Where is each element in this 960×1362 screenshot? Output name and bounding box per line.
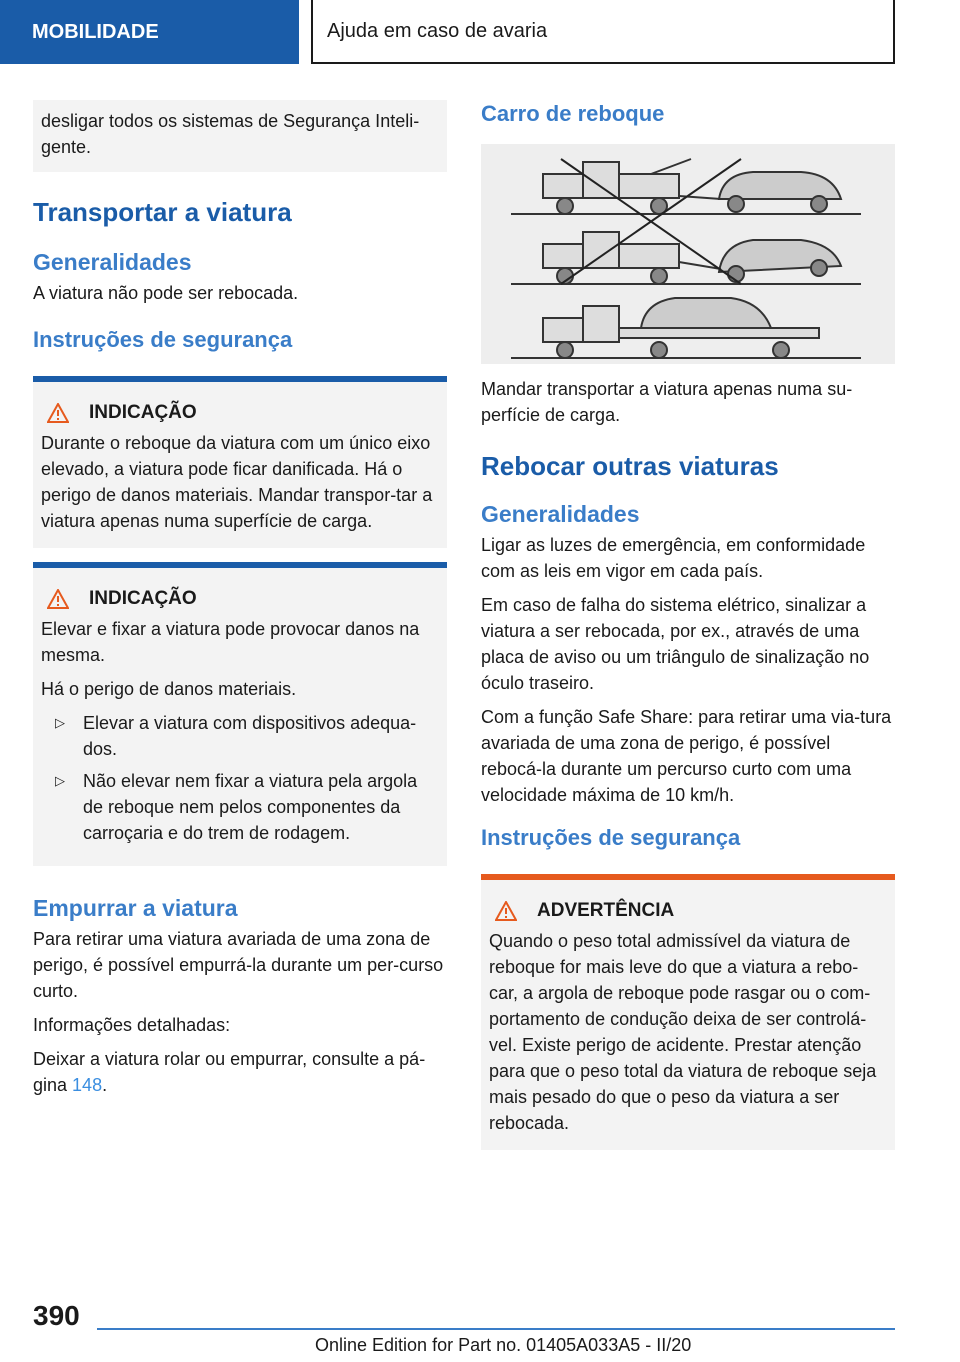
note-2-list <box>41 710 439 846</box>
note-2-text-1: Elevar e fixar a viatura pode provocar danos na mesma. <box>41 619 420 665</box>
flatbed-truck <box>543 298 819 358</box>
heading-safety-right: Instruções de segurança <box>481 825 741 850</box>
warning-box <box>481 874 895 1150</box>
intro-box <box>33 100 447 172</box>
heading-safety: Instruções de segurança <box>33 327 293 352</box>
note-box-1 <box>33 376 447 548</box>
roll-text <box>33 1046 447 1098</box>
header-chapter-label: Ajuda em caso de avaria <box>327 19 548 42</box>
heading-generalities: Generalidades <box>33 249 192 275</box>
figure-caption: Mandar transportar a viatura apenas numa su-perfície de carga. <box>481 379 853 425</box>
roll-text-body: Deixar a viatura rolar ou empurrar, consulte a pá-gina <box>33 1049 426 1095</box>
page-link[interactable]: 148 <box>72 1075 103 1095</box>
note-1-title: INDICAÇÃO <box>89 402 197 423</box>
generalities-text: A viatura não pode ser rebocada. <box>33 283 299 303</box>
roll-text-end: . <box>102 1075 108 1095</box>
header-chapter-title <box>311 0 895 64</box>
tow-text-1: Ligar as luzes de emergência, em conformidade com as leis em vigor em cada país. <box>481 535 866 581</box>
tow-truck-top <box>543 159 841 214</box>
note-1-text: Durante o reboque da viatura com um único eixo elevado, a viatura pode ficar danificada. Há o perigo de danos materiais. Mandar transpor-tar a viatura apenas numa superfície de carga. <box>41 433 433 531</box>
note-2-title: INDICAÇÃO <box>89 588 197 609</box>
note-box-2 <box>33 562 447 866</box>
header-section-tab[interactable] <box>0 0 299 64</box>
footer-divider <box>97 1328 895 1330</box>
intro-text: desligar todos os sistemas de Segurança Inteli-gente. <box>41 111 420 157</box>
page-number: 390 <box>33 1300 80 1331</box>
tow-text-2: Em caso de falha do sistema elétrico, sinalizar a viatura a ser rebocada, por ex., através de uma placa de aviso ou um triângulo de sinalização no óculo traseiro. <box>481 595 870 693</box>
warning-triangle-icon <box>495 901 517 921</box>
bullet-triangle-icon: ▷ <box>55 715 65 730</box>
heading-tow-truck: Carro de reboque <box>481 101 665 126</box>
left-column <box>33 100 447 1106</box>
note-2-text-2: Há o perigo de danos materiais. <box>41 679 297 699</box>
right-column <box>481 100 895 1150</box>
heading-transport: Transportar a viatura <box>33 197 292 227</box>
warning-title: ADVERTÊNCIA <box>537 900 675 921</box>
bullet-triangle-icon: ▷ <box>55 773 65 788</box>
warning-text: Quando o peso total admissível da viatura de reboque for mais leve do que a viatura a rebo-car, a argola de reboque pode rasgar ou o com-portamento de condução deixa de ser controlá-vel. Existe perigo de acidente. Prestar atenção para que o peso total da viatura de reboque seja mais pesado do que o peso da viatura a ser rebocada. <box>489 931 877 1133</box>
tow-truck-middle <box>543 232 841 284</box>
list-item <box>41 710 439 762</box>
warning-triangle-icon <box>47 403 69 423</box>
heading-generalities-right: Generalidades <box>481 501 640 527</box>
tow-text-3: Com a função Safe Share: para retirar uma via-tura avariada de uma zona de perigo, é possível rebocá-la durante um percurso curto com uma velocidade máxima de 10 km/h. <box>481 707 892 805</box>
list-item <box>41 768 439 846</box>
tow-truck-diagram <box>481 144 895 364</box>
info-text: Informações detalhadas: <box>33 1015 231 1035</box>
tow-truck-illustration <box>481 144 895 364</box>
push-text: Para retirar uma viatura avariada de uma zona de perigo, é possível empurrá-la durante um per-curso curto. <box>33 929 444 1001</box>
heading-tow-other: Rebocar outras viaturas <box>481 451 779 481</box>
list-item-text: Não elevar nem fixar a viatura pela argola de reboque nem pelos componentes da carroçaria e do trem de rodagem. <box>83 771 418 843</box>
heading-push: Empurrar a viatura <box>33 895 238 921</box>
footer-edition: Online Edition for Part no. 01405A033A5 - II/20 <box>315 1335 692 1355</box>
header-section-label: MOBILIDADE <box>32 20 159 43</box>
warning-triangle-icon <box>47 589 69 609</box>
list-item-text: Elevar a viatura com dispositivos adequa-dos. <box>83 713 417 759</box>
